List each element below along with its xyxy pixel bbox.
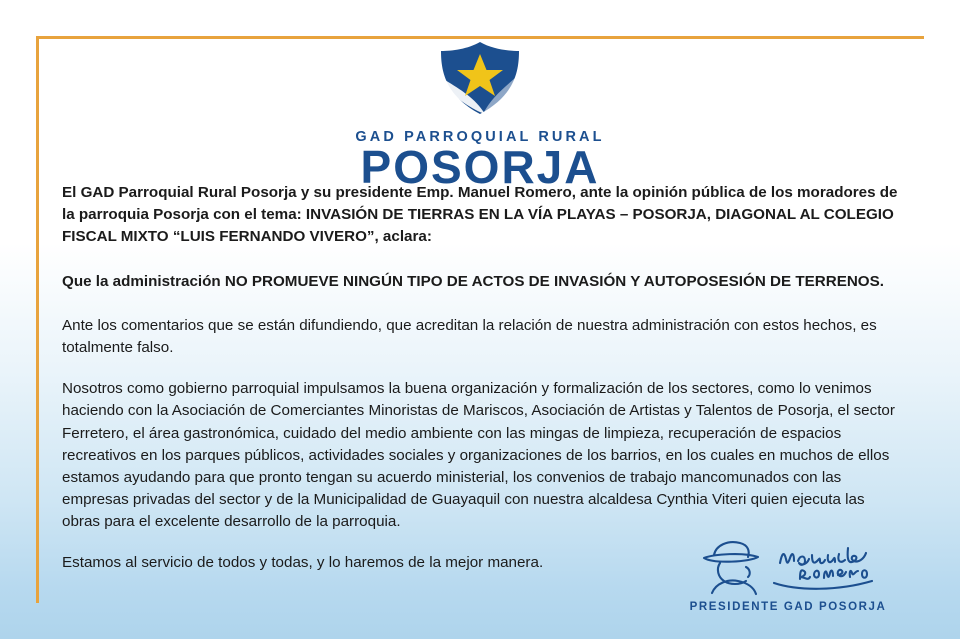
paragraph-closing: Estamos al servicio de todos y todas, y lo haremos de la mejor manera.	[62, 554, 544, 572]
handwritten-signature-icon	[668, 533, 908, 597]
signature-caption: PRESIDENTE GAD POSORJA	[689, 601, 887, 613]
shield-star-logo-icon	[425, 40, 535, 118]
paragraph-declaration: Que la administración NO PROMUEVE NINGÚN TIPO DE ACTOS DE INVASIÓN Y AUTOPOSESIÓN DE TERRENOS.	[62, 272, 884, 290]
paragraph-actions: Nosotros como gobierno parroquial impulsamos la buena organización y formalización de los sectores, como lo venimos haciendo con la Asociación de Comerciantes Minoristas de Mariscos, Asociación de Artistas y Talentos de Posorja, el sector Ferretero, el área gastronómica, cuidado del medio ambiente con las mingas de limpieza, recuperación de espacios recreativos en los parques públicos, actividades sociales y organizaciones de los barrios, en los cuales en muchos de ellos estamos ayudando para que pronto tengan su acuerdo ministerial, los convenios de trabajo mancomunados con las empresas privadas del sector y de la Municipalidad de Guayaquil con nuestra alcaldesa Cynthia Viteri quien ejecuta las obras para el excelente desarrollo de la parroquia.	[62, 380, 895, 531]
logo-block	[0, 40, 960, 191]
frame-top-rule	[36, 36, 924, 39]
announcement-body	[62, 182, 898, 575]
signature-block	[668, 533, 908, 613]
logo-title: POSORJA	[360, 141, 600, 193]
paragraph-intro: El GAD Parroquial Rural Posorja y su presidente Emp. Manuel Romero, ante la opinión pública de los moradores de la parroquia Posorja con el tema: INVASIÓN DE TIERRAS EN LA VÍA PLAYAS – POSORJA, DIAGONAL AL COLEGIO FISCAL MIXTO “LUIS FERNANDO VIVERO”, aclara:	[62, 184, 898, 246]
logo-subtitle: GAD PARROQUIAL RURAL	[355, 129, 605, 145]
frame-corner	[36, 36, 39, 39]
paragraph-denial: Ante los comentarios que se están difundiendo, que acreditan la relación de nuestra administración con estos hechos, es totalmente falso.	[62, 316, 877, 356]
